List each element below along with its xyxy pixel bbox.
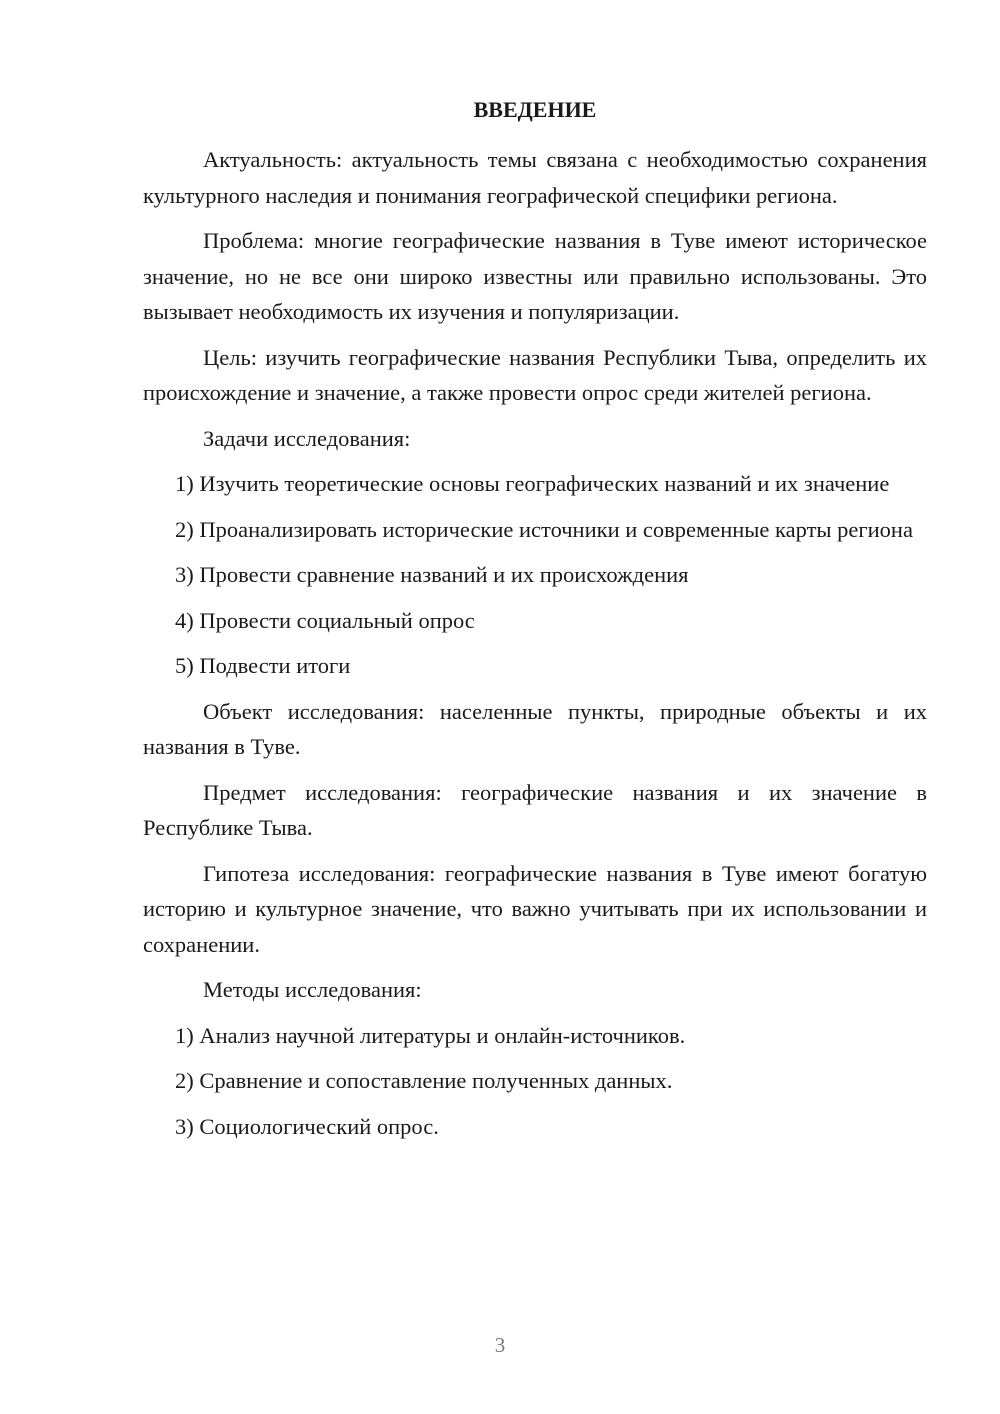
list-item: 2) Проанализировать исторические источники и современные карты региона [175,516,913,542]
subject-paragraph: Предмет исследования: географические названия и их значение в Республике Тыва. [143,779,927,840]
page-content [143,94,927,1154]
methods-list [143,1018,927,1145]
list-item: 5) Подвести итоги [175,653,351,678]
page-title: ВВЕДЕНИЕ [473,97,597,122]
tasks-heading: Задачи исследования: [203,425,411,451]
list-item: 4) Провести социальный опрос [175,607,475,633]
page-number: 3 [494,1333,506,1357]
relevance-paragraph: Актуальность: актуальность темы связана с необходимостью сохранения культурного наследия и понимания географической специфики региона. [143,147,927,208]
list-item: 3) Социологический опрос. [175,1113,439,1139]
list-item: 1) Анализ научной литературы и онлайн-источников. [175,1022,686,1048]
list-item: 3) Провести сравнение названий и их происхождения [175,562,689,587]
list-item: 2) Сравнение и сопоставление полученных данных. [175,1068,673,1093]
methods-heading: Методы исследования: [203,977,422,1002]
problem-paragraph: Проблема: многие географические названия в Туве имеют историческое значение, но не все они широко известны или правильно использованы. Это вызывает необходимость их изучения и популяризации. [143,228,927,324]
list-item: 1) Изучить теоретические основы географических названий и их значение [175,471,890,496]
object-paragraph: Объект исследования: населенные пункты, природные объекты и их названия в Туве. [143,698,927,759]
tasks-list [143,466,927,684]
goal-paragraph: Цель: изучить географические названия Республики Тыва, определить их происхождение и значение, а также провести опрос среди жителей региона. [143,344,927,405]
hypothesis-paragraph: Гипотеза исследования: географические названия в Туве имеют богатую историю и культурное значение, что важно учитывать при их использовании и сохранении. [143,860,927,957]
